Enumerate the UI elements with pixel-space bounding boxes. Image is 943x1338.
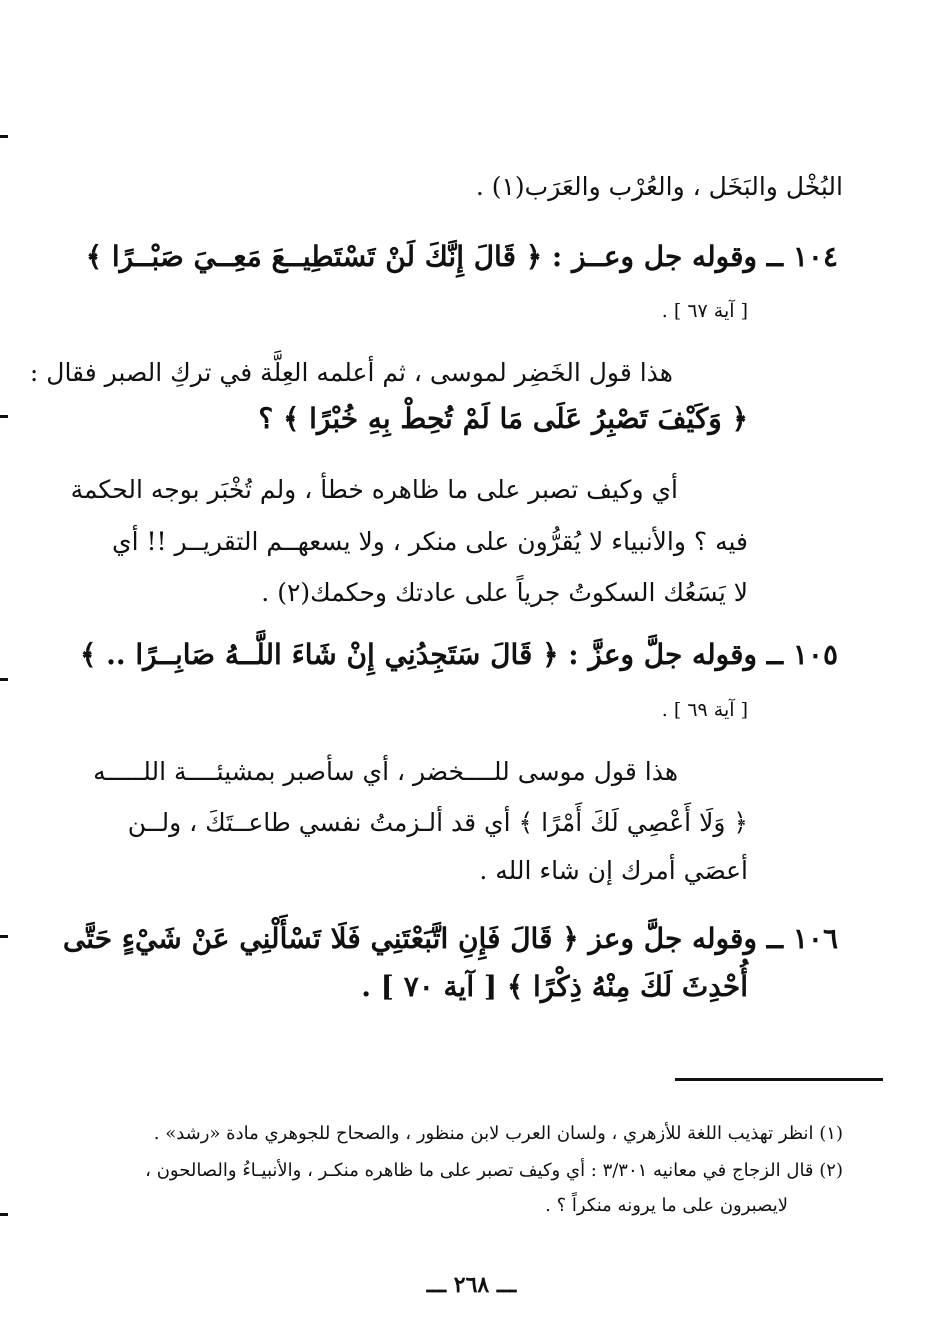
verse-reference-67: [ آية ٦٧ ] . [661,300,748,322]
quran-quote-line: ﴿ وَكَيْفَ تَصْبِرُ عَلَى مَا لَمْ تُحِطْ بِهِ خُبْرًا ﴾ ؟ [258,402,748,435]
text-line-4: هذا قول الخَضِر لموسى ، ثم أعلمه العِلَّة في تركِ الصبر فقال : [29,358,673,387]
footnote-1: (١) انظر تهذيب اللغة للأزهري ، ولسان العرب لابن منظور ، والصحاح للجوهري مادة «رشد» . [153,1123,843,1144]
text-line-8: لا يَسَعُك السكوتُ جرياً على عادتك وحكمك(٢) . [261,578,748,607]
verse-reference-69: [ آية ٦٩ ] . [661,699,748,721]
scan-edge-mark [0,1213,8,1216]
scan-edge-mark [0,135,8,138]
page-number: ـــ ٢٦٨ ـــ [426,1272,517,1298]
scan-edge-mark [0,415,8,418]
footnote-separator [675,1078,883,1081]
verse-heading-104: ١٠٤ ــ وقوله جل وعــز : ﴿ قَالَ إِنَّكَ لَنْ تَسْتَطِيــعَ مَعِــيَ صَبْــرًا ﴾ [85,240,838,273]
text-line-1: البُخْل والبَخَل ، والعُرْب والعَرَب(١) . [475,172,843,201]
scan-edge-mark [0,678,8,681]
footnote-2-continuation: لايصبرون على ما يرونه منكراً ؟ . [545,1195,788,1216]
text-line-11: هذا قول موسى للــــخضر ، أي سأصبر بمشيئــــة اللـــــه [93,757,678,786]
footnote-2: (٢) قال الزجاج في معانيه ٣/٣٠١ : أي وكيف تصبر على ما ظاهره منكـر ، والأنبيـاءُ والصالحون ، [145,1160,843,1181]
verse-continuation-106: أُحْدِثَ لَكَ مِنْهُ ذِكْرًا ﴾ [ آية ٧٠ ] . [361,970,748,1003]
scan-edge-mark [0,935,8,938]
text-line-12: ﴿ وَلَا أَعْصِي لَكَ أَمْرًا ﴾ أي قد ألـزمتُ نفسي طاعــتَكَ ، ولــن [127,808,748,837]
text-line-7: فيه ؟ والأنبياء لا يُقرُّون على منكر ، ولا يسعهــم التقريــر !! أي [112,527,748,556]
verse-heading-106: ١٠٦ ــ وقوله جلَّ وعز ﴿ قَالَ فَإِنِ اتَّبَعْتَنِي فَلَا تَسْأَلْنِي عَنْ شَيْءٍ حَتَّى [62,922,838,955]
text-line-6: أي وكيف تصبر على ما ظاهره خطأ ، ولم تُخْبَر بوجه الحكمة [70,475,678,504]
text-line-13: أعصَي أمرك إن شاء الله . [479,856,748,885]
verse-heading-105: ١٠٥ ــ وقوله جلَّ وعزَّ : ﴿ قَالَ سَتَجِدُنِي إِنْ شَاءَ اللَّــهُ صَابِــرًا .. ﴾ [79,638,838,671]
